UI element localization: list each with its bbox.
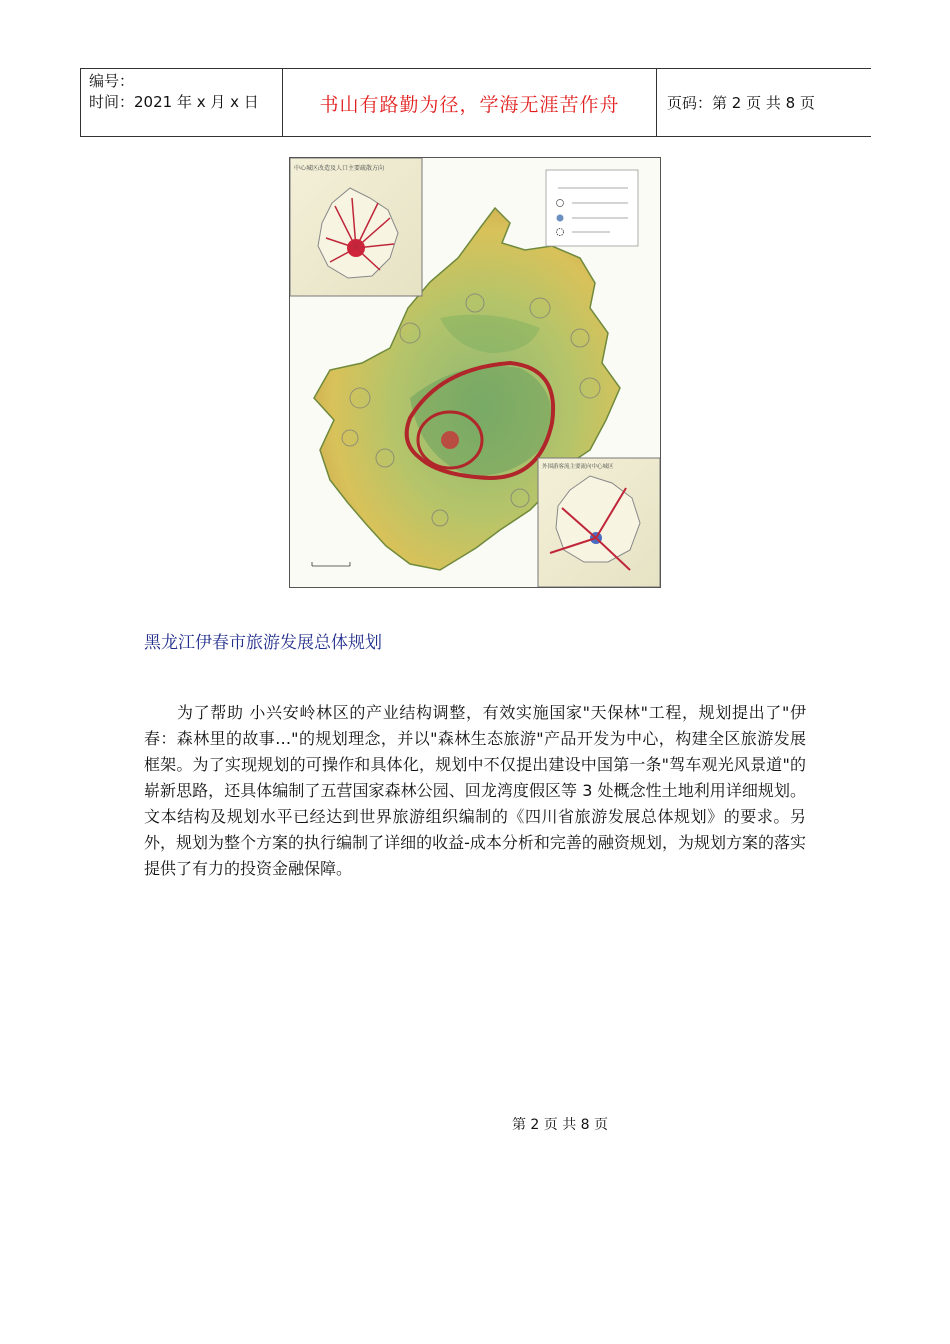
header-motto: 书山有路勤为径，学海无涯苦作舟 [319, 94, 620, 116]
header-meta-cell [81, 69, 283, 136]
page-footer: 第 2 页 共 8 页 [511, 1117, 609, 1133]
inset-bottom-right-title: 外围游客流主要流向中心城区 [542, 464, 614, 470]
inset-top-left-title: 中心城区改造及人口主要疏散方向 [294, 165, 385, 172]
document-time-label: 时间：2021 年 x 月 x 日 [89, 93, 259, 111]
header-motto-cell [283, 69, 657, 136]
header-page-code: 页码：第 2 页 共 8 页 [667, 94, 815, 112]
header-page-cell [657, 69, 871, 136]
section-title: 黑龙江伊春市旅游发展总体规划 [144, 633, 382, 653]
map-illustration [290, 158, 660, 587]
document-number-label: 编号： [89, 72, 135, 90]
header-table [80, 68, 871, 137]
map-legend [546, 170, 638, 246]
body-paragraph: 为了帮助 小兴安岭林区的产业结构调整，有效实施国家"天保林"工程，规划提出了"伊春：森林里的故事…"的规划理念，并以"森林生态旅游"产品开发为中心，构建全区旅游发展框架。为了实现规划的可操作和具体化，规划中不仅提出建设中国第一条"驾车观光风景道"的崭新思路，还具体编制了五营国家森林公园、回龙湾度假区等 3 处概念性土地利用详细规划。文本结构及规划水平已经达到世界旅游组织编制的《四川省旅游发展总体规划》的要求。另外，规划为整个方案的执行编制了详细的收益-成本分析和完善的融资规划，为规划方案的落实提供了有力的投资金融保障。 [144, 703, 806, 878]
map-figure [289, 157, 661, 588]
